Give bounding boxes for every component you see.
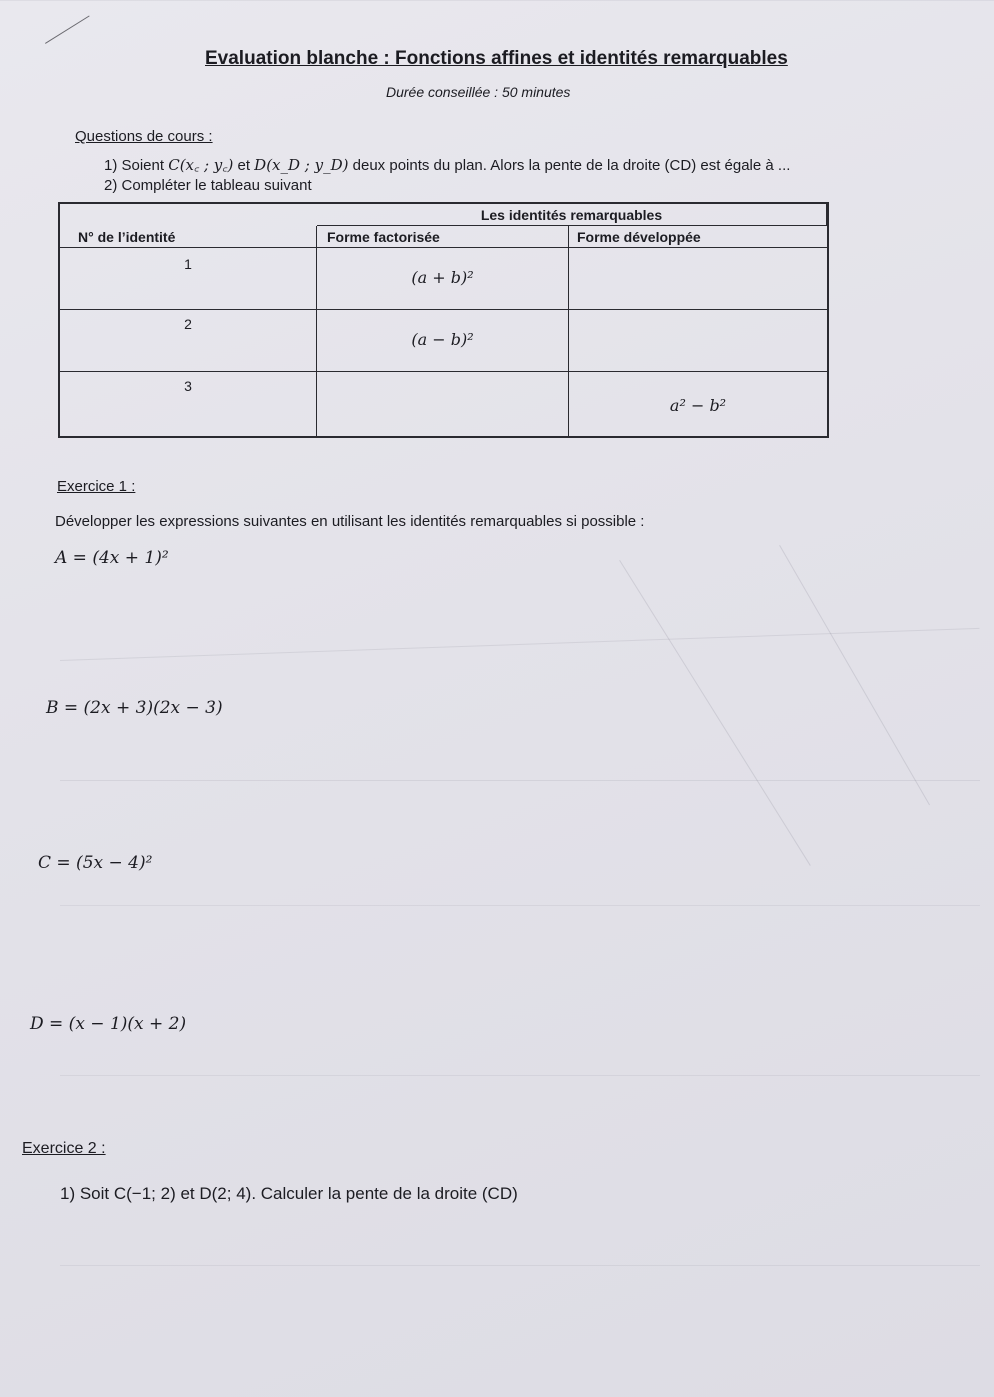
- expression-c: C = (5x − 4)²: [38, 853, 153, 873]
- show-through-line: [60, 1075, 980, 1076]
- table-row-1-num: 1: [60, 248, 317, 310]
- show-through-line: [60, 1265, 980, 1266]
- document-subtitle: Durée conseillée : 50 minutes: [386, 84, 571, 100]
- document-title: Evaluation blanche : Fonctions affines et identités remarquables: [205, 48, 788, 69]
- table-row-2-num: 2: [60, 310, 317, 372]
- show-through-band: [0, 0, 994, 1]
- show-through-line: [619, 560, 811, 866]
- exercice2-heading: Exercice 2 :: [22, 1140, 106, 1157]
- show-through-line: [60, 780, 980, 781]
- table-row-3-num: 3: [60, 372, 317, 436]
- table-row-3-developpee: a² − b²: [669, 396, 727, 415]
- exercice1-instruction: Développer les expressions suivantes en utilisant les identités remarquables si possible :: [55, 513, 645, 530]
- table-row-3-factorisee: [317, 372, 569, 436]
- cours-question-1: [104, 155, 790, 175]
- expression-b: B = (2x + 3)(2x − 3): [46, 698, 223, 718]
- expression-a: A = (4x + 1)²: [55, 548, 169, 568]
- table-row-1-developpee: [569, 248, 827, 310]
- table-row-1-factorisee: (a + b)²: [317, 248, 569, 310]
- col-header-factorisee: Forme factorisée: [317, 226, 569, 248]
- pen-stroke: [45, 15, 90, 43]
- show-through-line: [60, 628, 979, 661]
- identities-table: [58, 202, 829, 438]
- table-caption: Les identités remarquables: [317, 204, 827, 226]
- show-through-line: [60, 905, 980, 906]
- q1-suffix: deux points du plan. Alors la pente de la droite (CD) est égale à ...: [348, 157, 791, 174]
- exercice1-heading: Exercice 1 :: [57, 478, 136, 495]
- cours-question-2: 2) Compléter le tableau suivant: [104, 177, 312, 194]
- q1-point-d: D(x_D ; y_D): [254, 156, 349, 174]
- show-through-line: [779, 545, 930, 805]
- table-row-2-factorisee: (a − b)²: [317, 310, 569, 372]
- cours-heading: Questions de cours :: [75, 128, 213, 145]
- table-row-2-developpee: [569, 310, 827, 372]
- expression-d: D = (x − 1)(x + 2): [30, 1014, 187, 1034]
- q1-and: et: [233, 157, 255, 174]
- q1-point-c: C(x꜀ ; y꜀): [168, 156, 234, 174]
- exercice2-question-1: 1) Soit C(−1; 2) et D(2; 4). Calculer la pente de la droite (CD): [60, 1184, 518, 1203]
- q1-prefix: 1) Soient: [104, 157, 169, 174]
- col-header-developpee: Forme développée: [569, 226, 827, 248]
- col-header-num: N° de l’identité: [60, 226, 317, 248]
